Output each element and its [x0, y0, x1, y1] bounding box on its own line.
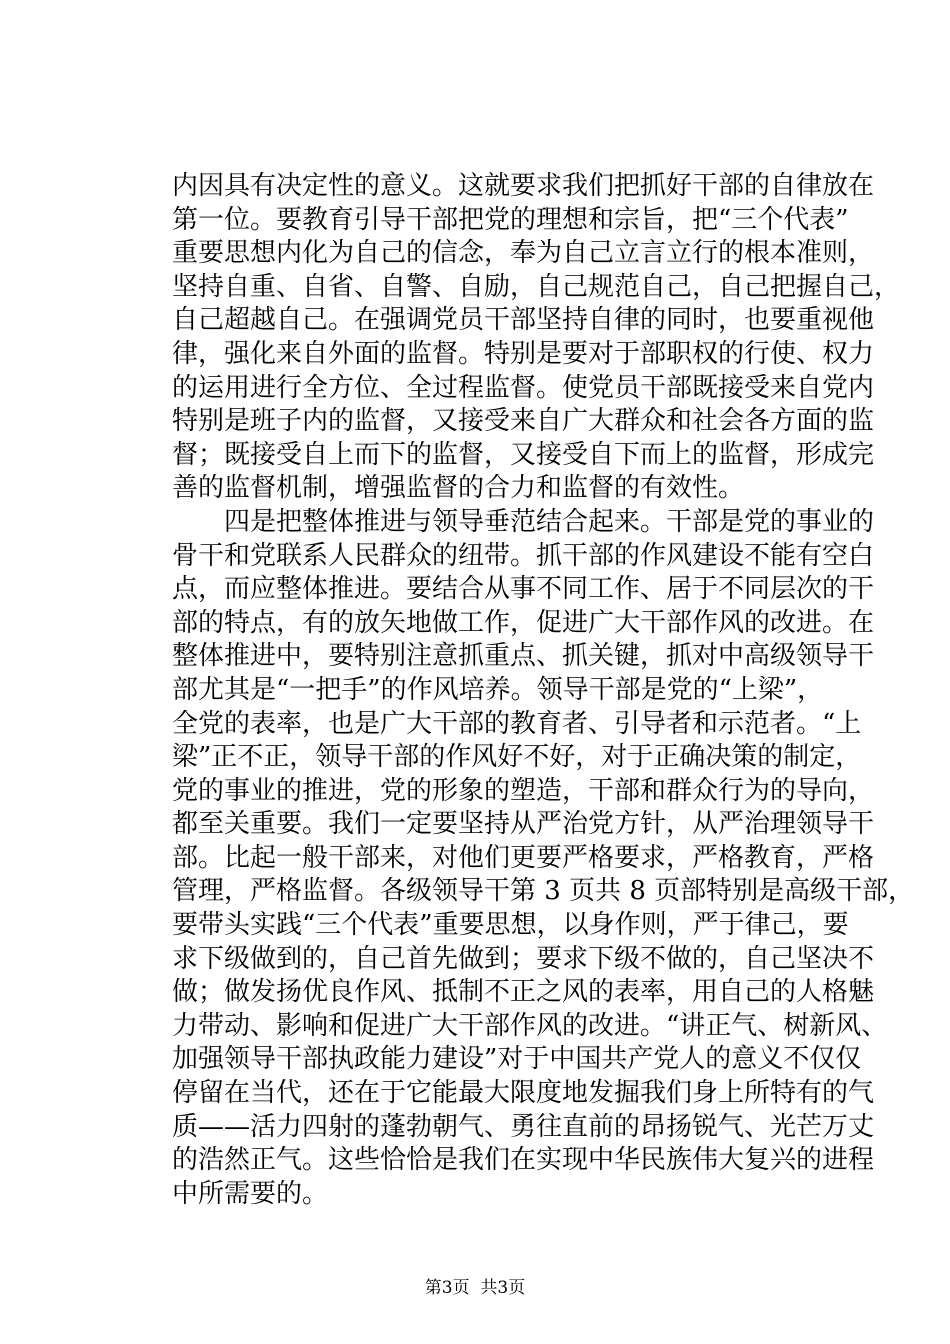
text-line: 的浩然正气。这些恰恰是我们在实现中华民族伟大复兴的进程 — [172, 1145, 875, 1176]
text-line: 质——活力四射的蓬勃朝气、勇往直前的昂扬锐气、光芒万丈 — [172, 1111, 875, 1142]
text-line: 梁”正不正，领导干部的作风好不好，对于正确决策的制定， — [172, 742, 862, 773]
text-line: 自己超越自己。在强调党员干部坚持自律的同时，也要重视他 — [172, 305, 875, 336]
text-line: 的运用进行全方位、全过程监督。使党员干部既接受来自党内 — [172, 372, 875, 403]
text-line: 内因具有决定性的意义。这就要求我们把抓好干部的自律放在 — [172, 171, 875, 201]
text-line: 中所需要的。 — [172, 1178, 329, 1209]
text-line: 停留在当代，还在于它能最大限度地发掘我们身上所特有的气 — [172, 1078, 875, 1109]
text-line: 要带头实践“三个代表”重要思想，以身作则，严于律己，要 — [172, 910, 849, 941]
text-line: 重要思想内化为自己的信念，奉为自己立言立行的根本准则， — [172, 238, 875, 269]
text-line: 部的特点，有的放矢地做工作，促进广大干部作风的改进。在 — [172, 607, 875, 638]
text-line: 督；既接受自上而下的监督，又接受自下而上的监督，形成完 — [172, 439, 875, 470]
text-line: 加强领导干部执政能力建设”对于中国共产党人的意义不仅仅 — [172, 1044, 862, 1075]
paragraph-2 — [172, 506, 915, 1211]
text-line: 做；做发扬优良作风、抵制不正之风的表率，用自己的人格魅 — [172, 977, 875, 1008]
text-line: 部尤其是“一把手”的作风培养。领导干部是党的“上梁”， — [172, 674, 824, 705]
text-line: 全党的表率，也是广大干部的教育者、引导者和示范者。“上 — [172, 708, 862, 739]
paragraph-1 — [172, 170, 901, 506]
text-line: 整体推进中，要特别注意抓重点、抓关键，抓对中高级领导干 — [172, 641, 875, 672]
text-line: 骨干和党联系人民群众的纽带。抓干部的作风建设不能有空白 — [172, 540, 875, 571]
document-body — [172, 170, 915, 1211]
text-line: 四是把整体推进与领导垂范结合起来。干部是党的事业的 — [224, 506, 875, 537]
text-line: 坚持自重、自省、自警、自励，自己规范自己，自己把握自己， — [172, 271, 901, 302]
text-line: 特别是班子内的监督，又接受来自广大群众和社会各方面的监 — [172, 406, 875, 437]
text-line: 党的事业的推进，党的形象的塑造，干部和群众行为的导向， — [172, 775, 875, 806]
text-line: 都至关重要。我们一定要坚持从严治党方针，从严治理领导干 — [172, 809, 875, 840]
text-line: 管理，严格监督。各级领导干第 3 页共 8 页部特别是高级干部， — [172, 876, 915, 907]
text-line: 第一位。要教育引导干部把党的理想和宗旨，把“三个代表” — [172, 204, 849, 235]
text-line: 善的监督机制，增强监督的合力和监督的有效性。 — [172, 473, 745, 504]
text-line: 律，强化来自外面的监督。特别是要对于部职权的行使、权力 — [172, 338, 875, 369]
text-line: 点，而应整体推进。要结合从事不同工作、居于不同层次的干 — [172, 574, 875, 605]
text-line: 力带动、影响和促进广大干部作风的改进。“讲正气、树新风、 — [172, 1010, 888, 1041]
text-line: 部。比起一般干部来，对他们更要严格要求，严格教育，严格 — [172, 842, 875, 873]
page-footer: 第3页 共3页 — [424, 1278, 526, 1298]
text-line: 求下级做到的，自己首先做到；要求下级不做的，自己坚决不 — [172, 943, 875, 974]
